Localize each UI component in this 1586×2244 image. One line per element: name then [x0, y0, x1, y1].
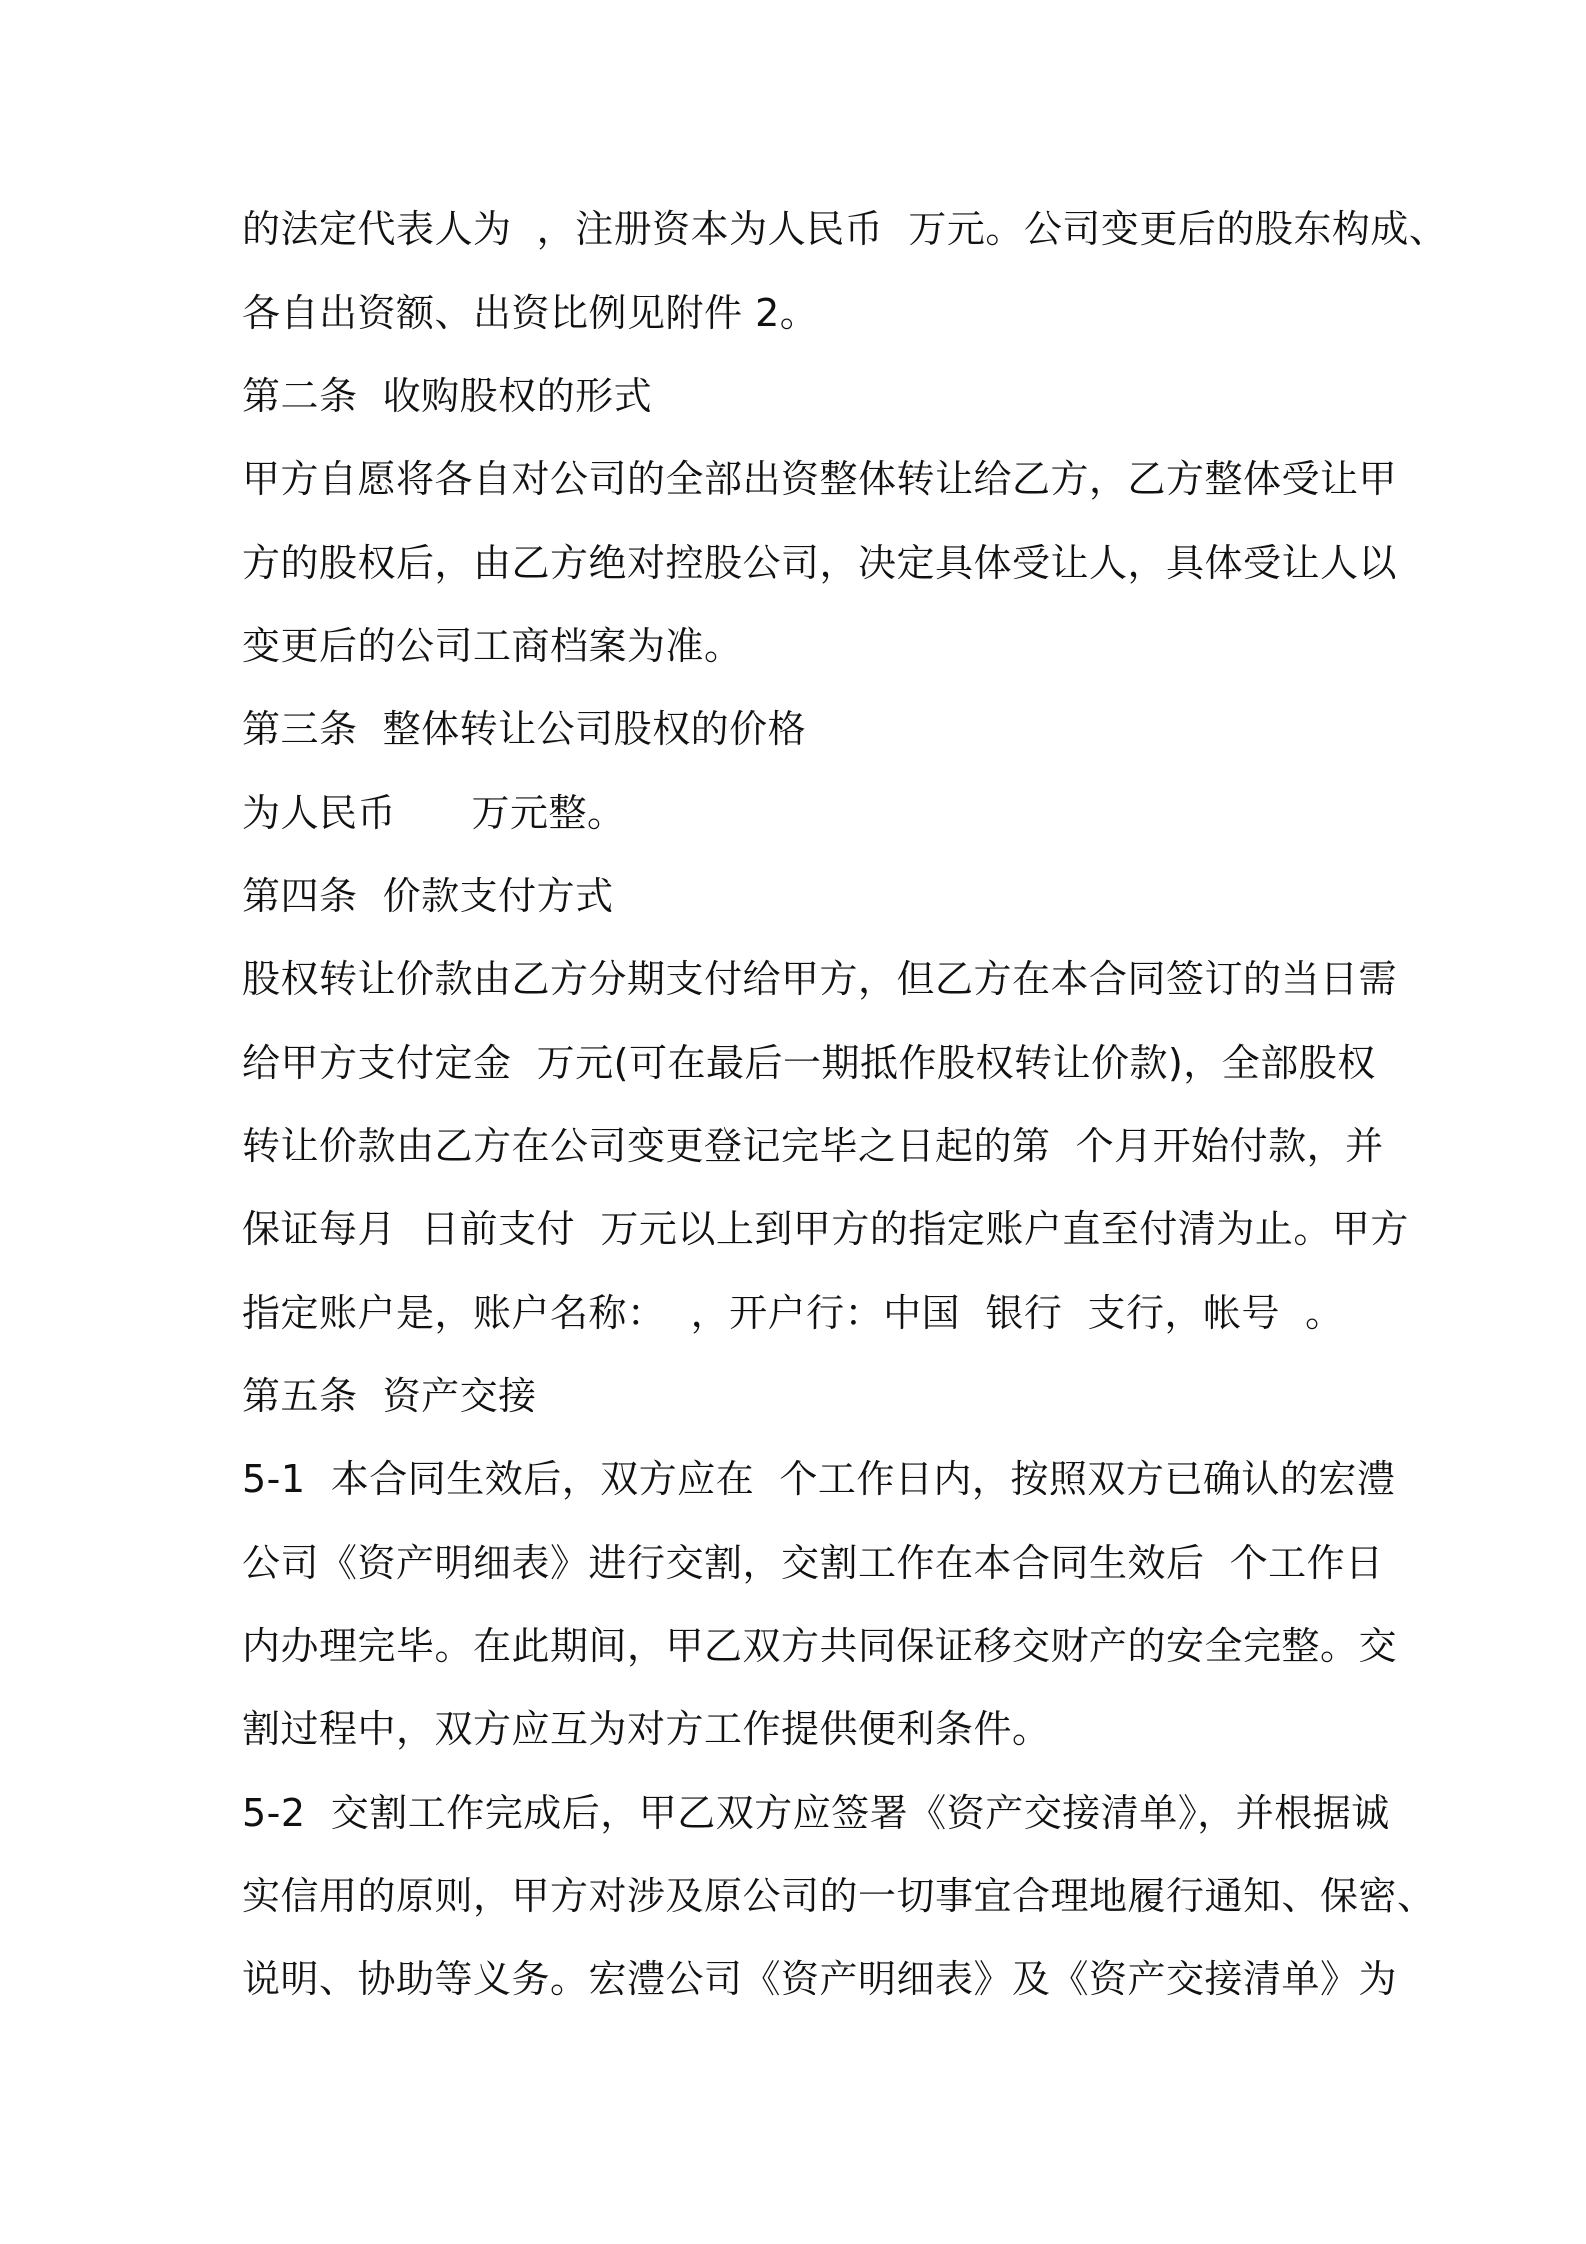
text-line: 变更后的公司工商档案为准。 — [242, 624, 743, 668]
text-line: 割过程中，双方应互为对方工作提供便利条件。 — [242, 1707, 1051, 1751]
text-line: 公司《资产明细表》进行交割，交割工作在本合同生效后 个工作日 — [242, 1541, 1384, 1585]
text-line: 各自出资额、出资比例见附件 2。 — [242, 291, 819, 335]
text-line: 股权转让价款由乙方分期支付给甲方，但乙方在本合同签订的当日需 — [242, 957, 1398, 1001]
text-line: 为人民币 万元整。 — [242, 791, 626, 835]
article-heading: 第四条 价款支付方式 — [242, 874, 614, 918]
text-line: 给甲方支付定金 万元(可在最后一期抵作股权转让价款)，全部股权 — [242, 1041, 1376, 1085]
text-line: 的法定代表人为 ，注册资本为人民币 万元。公司变更后的股东构成、 — [242, 207, 1448, 251]
text-line: 5-1 本合同生效后，双方应在 个工作日内，按照双方已确认的宏澧 — [242, 1457, 1396, 1501]
article-heading: 第三条 整体转让公司股权的价格 — [242, 707, 807, 751]
article-heading: 第五条 资产交接 — [242, 1374, 537, 1418]
text-line: 指定账户是，账户名称： ，开户行：中国 银行 支行，帐号 。 — [242, 1291, 1344, 1335]
text-line: 甲方自愿将各自对公司的全部出资整体转让给乙方，乙方整体受让甲 — [242, 457, 1398, 501]
text-line: 方的股权后，由乙方绝对控股公司，决定具体受让人，具体受让人以 — [242, 541, 1398, 585]
text-line: 说明、协助等义务。宏澧公司《资产明细表》及《资产交接清单》为 — [242, 1957, 1398, 2001]
text-line: 5-2 交割工作完成后，甲乙双方应签署《资产交接清单》，并根据诚 — [242, 1791, 1390, 1835]
text-line: 内办理完毕。在此期间，甲乙双方共同保证移交财产的安全完整。交 — [242, 1624, 1398, 1668]
text-line: 实信用的原则，甲方对涉及原公司的一切事宜合理地履行通知、保密、 — [242, 1874, 1436, 1918]
text-line: 转让价款由乙方在公司变更登记完毕之日起的第 个月开始付款，并 — [242, 1124, 1384, 1168]
text-line: 保证每月 日前支付 万元以上到甲方的指定账户直至付清为止。甲方 — [242, 1207, 1409, 1251]
article-heading: 第二条 收购股权的形式 — [242, 374, 653, 418]
